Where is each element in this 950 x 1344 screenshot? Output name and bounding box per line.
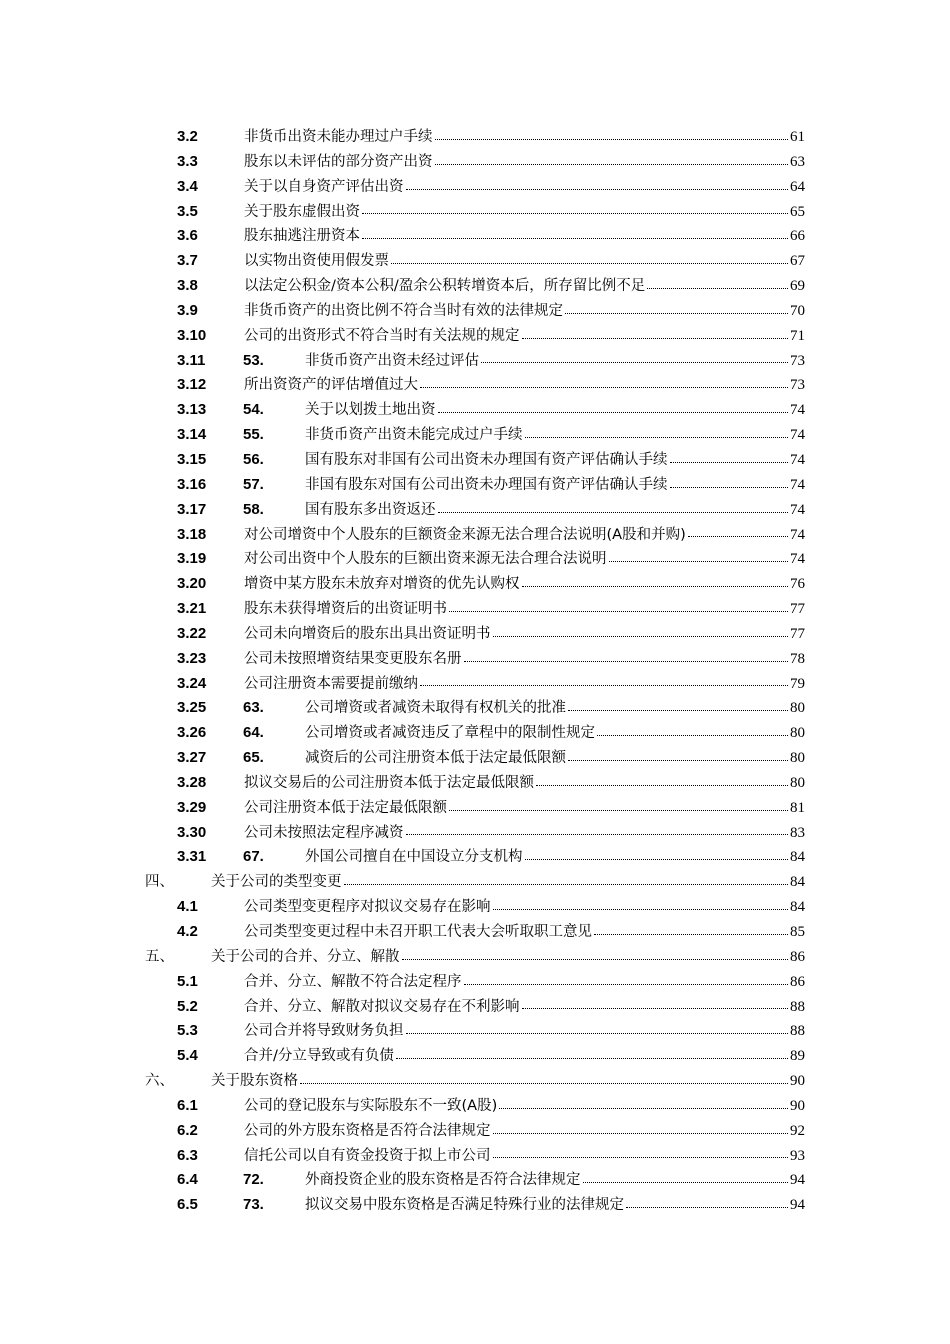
toc-entry-page: 74	[790, 551, 805, 568]
toc-entry-title: 股东抽逃注册资本	[244, 228, 360, 245]
toc-entry-body	[305, 1193, 805, 1218]
toc-entry-number: 3.13	[177, 401, 207, 419]
toc-entry-number: 3.20	[177, 575, 207, 593]
dot-leader	[362, 213, 788, 214]
toc-entry-number: 6.1	[177, 1096, 198, 1114]
toc-entry-page: 86	[790, 973, 805, 990]
dot-leader	[406, 1033, 789, 1034]
toc-entry[interactable]	[145, 373, 805, 398]
toc-entry-title: 非国有股东对国有公司出资未办理国有资产评估确认手续	[305, 476, 668, 493]
toc-entry-title: 拟议交易后的公司注册资本低于法定最低限额	[244, 774, 534, 791]
toc-entry[interactable]	[145, 299, 805, 324]
toc-entry[interactable]	[145, 970, 805, 995]
toc-entry-title: 增资中某方股东未放弃对增资的优先认购权	[244, 576, 520, 593]
dot-leader	[493, 636, 789, 637]
toc-entry-body	[305, 398, 805, 423]
toc-entry-body	[305, 349, 805, 374]
toc-entry-body	[305, 696, 805, 721]
toc-entry-number: 3.19	[177, 550, 207, 568]
toc-entry-page: 80	[790, 774, 805, 791]
toc-entry-number: 6.5	[177, 1196, 198, 1214]
toc-entry-body	[244, 373, 805, 398]
toc-entry-body	[211, 870, 805, 895]
toc-entry-number: 3.23	[177, 649, 207, 667]
dot-leader	[464, 661, 789, 662]
toc-entry[interactable]	[145, 498, 805, 523]
toc-entry[interactable]	[145, 995, 805, 1020]
toc-entry-page: 83	[790, 824, 805, 841]
dot-leader	[391, 263, 788, 264]
toc-entry-body	[305, 721, 805, 746]
toc-entry-subnumber: 56.	[243, 450, 264, 468]
dot-leader	[688, 536, 788, 537]
dot-leader	[481, 362, 788, 363]
toc-entry[interactable]	[145, 448, 805, 473]
toc-entry[interactable]	[145, 150, 805, 175]
toc-entry-number: 3.28	[177, 773, 207, 791]
toc-entry-subnumber: 63.	[243, 699, 264, 717]
toc-entry-title: 公司未向增资后的股东出具出资证明书	[244, 625, 491, 642]
toc-entry-number: 六、	[145, 1073, 174, 1090]
toc-entry-title: 外商投资企业的股东资格是否符合法律规定	[305, 1172, 581, 1189]
dot-leader	[406, 189, 789, 190]
dot-leader	[493, 1133, 789, 1134]
dot-leader	[438, 412, 789, 413]
toc-entry-title: 对公司出资中个人股东的巨额出资来源无法合理合法说明	[244, 551, 607, 568]
toc-entry-title: 公司增资或者减资未取得有权机关的批准	[305, 700, 566, 717]
toc-entry[interactable]	[145, 1119, 805, 1144]
toc-entry[interactable]	[145, 200, 805, 225]
dot-leader	[525, 437, 789, 438]
toc-entry-body	[244, 547, 805, 572]
toc-entry-number: 3.6	[177, 227, 198, 245]
toc-entry[interactable]	[145, 870, 805, 895]
dot-leader	[536, 785, 788, 786]
toc-entry-number: 3.27	[177, 749, 207, 767]
toc-entry-title: 非货币资产出资未能完成过户手续	[305, 427, 523, 444]
toc-entry-subnumber: 72.	[243, 1171, 264, 1189]
toc-entry-title: 关于股东资格	[211, 1073, 298, 1090]
toc-entry-subnumber: 53.	[243, 351, 264, 369]
toc-entry-number: 3.11	[177, 351, 206, 369]
toc-entry[interactable]	[145, 945, 805, 970]
toc-entry-title: 公司的登记股东与实际股东不一致(A股)	[244, 1097, 498, 1114]
toc-entry-body	[211, 945, 805, 970]
toc-entry-page: 66	[790, 228, 805, 245]
toc-entry-body	[305, 498, 805, 523]
table-of-contents	[145, 125, 805, 1218]
toc-entry-subnumber: 64.	[243, 724, 264, 742]
toc-entry-page: 63	[790, 153, 805, 170]
toc-entry-number: 4.2	[177, 923, 198, 940]
toc-entry-number: 3.25	[177, 699, 207, 717]
toc-entry-page: 80	[790, 725, 805, 742]
toc-entry[interactable]	[145, 672, 805, 697]
dot-leader	[647, 288, 788, 289]
toc-entry-body	[244, 647, 805, 672]
toc-entry[interactable]	[145, 324, 805, 349]
toc-entry-title: 公司注册资本低于法定最低限额	[244, 799, 447, 816]
toc-entry[interactable]	[145, 721, 805, 746]
toc-entry-title: 外国公司擅自在中国设立分支机构	[305, 849, 523, 866]
toc-entry-body	[244, 200, 805, 225]
toc-entry[interactable]	[145, 597, 805, 622]
toc-entry[interactable]	[145, 1044, 805, 1069]
dot-leader	[522, 1008, 789, 1009]
toc-entry-body	[244, 324, 805, 349]
toc-entry-title: 以实物出资使用假发票	[244, 253, 389, 270]
toc-entry-title: 股东以未评估的部分资产出资	[244, 153, 433, 170]
toc-entry-page: 85	[790, 924, 805, 940]
dot-leader	[449, 611, 788, 612]
toc-entry-page: 90	[790, 1073, 805, 1090]
dot-leader	[438, 512, 789, 513]
toc-entry-page: 76	[790, 576, 805, 593]
toc-entry-number: 3.8	[177, 277, 198, 295]
toc-entry-page: 64	[790, 178, 805, 195]
toc-entry-page: 77	[790, 601, 805, 618]
toc-entry-number: 3.29	[177, 798, 207, 816]
toc-entry-number: 3.12	[177, 376, 207, 394]
toc-entry-title: 国有股东对非国有公司出资未办理国有资产评估确认手续	[305, 451, 668, 468]
toc-entry-title: 非货币资产的出资比例不符合当时有效的法律规定	[244, 302, 563, 319]
toc-entry-title: 公司的出资形式不符合当时有关法规的规定	[244, 327, 520, 344]
toc-entry-subnumber: 65.	[243, 749, 264, 767]
toc-entry[interactable]	[145, 845, 805, 870]
toc-entry[interactable]	[145, 1193, 805, 1218]
toc-entry-subnumber: 73.	[243, 1196, 264, 1214]
toc-entry-body	[305, 423, 805, 448]
dot-leader	[670, 462, 789, 463]
dot-leader	[406, 834, 789, 835]
toc-entry-number: 3.16	[177, 475, 207, 493]
toc-entry-page: 92	[790, 1122, 805, 1139]
toc-entry-page: 78	[790, 650, 805, 667]
dot-leader	[525, 859, 789, 860]
toc-entry-title: 关于公司的类型变更	[211, 874, 342, 891]
toc-entry-page: 90	[790, 1097, 805, 1114]
toc-entry[interactable]	[145, 1144, 805, 1169]
toc-entry-body	[244, 150, 805, 175]
toc-entry-page: 88	[790, 998, 805, 1015]
toc-entry-page: 69	[790, 278, 805, 295]
toc-entry-body	[244, 572, 805, 597]
toc-entry[interactable]	[145, 622, 805, 647]
toc-entry-body	[244, 995, 805, 1020]
toc-entry[interactable]	[145, 572, 805, 597]
dot-leader	[344, 884, 789, 885]
toc-entry[interactable]	[145, 175, 805, 200]
dot-leader	[449, 810, 788, 811]
toc-entry[interactable]	[145, 1069, 805, 1094]
toc-entry-page: 74	[790, 402, 805, 419]
dot-leader	[362, 238, 788, 239]
toc-entry-body	[244, 920, 805, 945]
dot-leader	[609, 561, 789, 562]
toc-entry-title: 关于股东虚假出资	[244, 203, 360, 220]
toc-entry-number: 3.2	[177, 128, 198, 145]
toc-entry-body	[305, 845, 805, 870]
toc-entry-number: 5.4	[177, 1047, 198, 1065]
toc-entry-page: 74	[790, 427, 805, 444]
toc-entry-body	[244, 771, 805, 796]
toc-entry-number: 6.4	[177, 1171, 198, 1189]
toc-entry-number: 3.24	[177, 674, 207, 692]
toc-entry-body	[244, 970, 805, 995]
toc-entry-title: 公司注册资本需要提前缴纳	[244, 675, 418, 692]
toc-entry-body	[244, 1094, 805, 1119]
toc-entry[interactable]	[145, 473, 805, 498]
toc-entry[interactable]	[145, 1094, 805, 1119]
toc-entry-title: 公司的外方股东资格是否符合法律规定	[244, 1122, 491, 1139]
dot-leader	[396, 1058, 788, 1059]
toc-entry-body	[244, 249, 805, 274]
toc-entry-title: 对公司增资中个人股东的巨额资金来源无法合理合法说明(A股和并购)	[244, 526, 686, 543]
toc-entry-number: 4.1	[177, 898, 198, 916]
toc-entry-number: 5.1	[177, 972, 198, 990]
toc-entry-page: 67	[790, 253, 805, 270]
toc-entry-number: 3.5	[177, 202, 198, 220]
dot-leader	[499, 1108, 788, 1109]
toc-entry-body	[305, 746, 805, 771]
toc-entry-body	[244, 796, 805, 821]
toc-entry-body	[244, 895, 805, 920]
dot-leader	[420, 685, 788, 686]
toc-entry-body	[305, 448, 805, 473]
toc-entry-number: 3.17	[177, 500, 207, 518]
toc-entry-number: 3.4	[177, 177, 198, 195]
toc-entry-body	[244, 1044, 805, 1069]
toc-entry[interactable]	[145, 1019, 805, 1044]
toc-entry-title: 关于公司的合并、分立、解散	[211, 948, 400, 965]
toc-entry-title: 国有股东多出资返还	[305, 501, 436, 518]
dot-leader	[583, 1182, 789, 1183]
toc-entry[interactable]	[145, 274, 805, 299]
toc-entry-number: 五、	[145, 948, 174, 965]
toc-entry[interactable]	[145, 920, 805, 945]
toc-entry-body	[244, 821, 805, 846]
toc-entry-body	[244, 175, 805, 200]
toc-entry-number: 四、	[145, 874, 174, 891]
toc-entry-title: 公司合并将导致财务负担	[244, 1023, 404, 1040]
toc-entry-number: 6.2	[177, 1121, 198, 1139]
dot-leader	[522, 586, 789, 587]
toc-entry-page: 74	[790, 476, 805, 493]
toc-entry-body	[244, 1119, 805, 1144]
toc-entry-title: 拟议交易中股东资格是否满足特殊行业的法律规定	[305, 1197, 624, 1214]
toc-entry-title: 所出资资产的评估增值过大	[244, 377, 418, 394]
toc-entry-title: 信托公司以自有资金投资于拟上市公司	[244, 1147, 491, 1164]
toc-entry-subnumber: 55.	[243, 426, 264, 444]
toc-entry-title: 股东未获得增资后的出资证明书	[244, 601, 447, 618]
toc-entry-title: 非货币出资未能办理过户手续	[244, 129, 433, 145]
toc-entry-title: 合并/分立导致或有负债	[244, 1048, 394, 1065]
dot-leader	[522, 338, 789, 339]
dot-leader	[420, 387, 788, 388]
toc-entry-page: 74	[790, 451, 805, 468]
toc-entry-body	[244, 523, 805, 548]
toc-entry[interactable]	[145, 249, 805, 274]
toc-entry[interactable]	[145, 523, 805, 548]
toc-entry-number: 3.3	[177, 152, 198, 170]
toc-entry[interactable]	[145, 224, 805, 249]
toc-entry-page: 94	[790, 1197, 805, 1214]
toc-entry-body	[211, 1069, 805, 1094]
toc-entry-number: 5.2	[177, 997, 198, 1015]
toc-entry-number: 3.18	[177, 525, 207, 543]
toc-entry-number: 3.15	[177, 450, 207, 468]
toc-entry-subnumber: 67.	[243, 848, 264, 866]
toc-entry-body	[244, 125, 805, 150]
dot-leader	[435, 164, 789, 165]
toc-entry-title: 减资后的公司注册资本低于法定最低限额	[305, 750, 566, 767]
toc-entry-page: 70	[790, 302, 805, 319]
toc-entry-title: 关于以自身资产评估出资	[244, 178, 404, 195]
toc-entry-number: 3.31	[177, 848, 207, 866]
toc-entry-number: 3.9	[177, 301, 198, 319]
dot-leader	[402, 959, 789, 960]
toc-entry-subnumber: 54.	[243, 401, 264, 419]
toc-entry[interactable]	[145, 796, 805, 821]
toc-entry-body	[244, 299, 805, 324]
toc-entry-title: 公司未按照法定程序减资	[244, 824, 404, 841]
toc-entry[interactable]	[145, 1168, 805, 1193]
toc-entry-body	[244, 672, 805, 697]
toc-entry-title: 公司类型变更过程中未召开职工代表大会听取职工意见	[244, 924, 592, 940]
dot-leader	[597, 735, 788, 736]
toc-entry-number: 3.26	[177, 724, 207, 742]
dot-leader	[300, 1083, 788, 1084]
toc-entry-number: 5.3	[177, 1022, 198, 1040]
toc-entry[interactable]	[145, 895, 805, 920]
toc-entry-title: 以法定公积金/资本公积/盈余公积转增资本后，所存留比例不足	[244, 278, 646, 295]
toc-entry-body	[244, 1144, 805, 1169]
toc-entry-subnumber: 58.	[243, 500, 264, 518]
toc-entry-body	[305, 1168, 805, 1193]
toc-entry[interactable]	[145, 696, 805, 721]
toc-entry-body	[244, 1019, 805, 1044]
toc-entry-number: 3.22	[177, 624, 207, 642]
toc-entry-page: 81	[790, 799, 805, 816]
toc-entry-title: 公司未按照增资结果变更股东名册	[244, 650, 462, 667]
toc-entry[interactable]	[145, 771, 805, 796]
toc-entry-body	[244, 224, 805, 249]
toc-entry-page: 79	[790, 675, 805, 692]
dot-leader	[565, 313, 788, 314]
toc-entry-title: 公司类型变更程序对拟议交易存在影响	[244, 899, 491, 916]
toc-entry-page: 74	[790, 526, 805, 543]
toc-entry-title: 公司增资或者减资违反了章程中的限制性规定	[305, 725, 595, 742]
toc-entry[interactable]	[145, 746, 805, 771]
toc-entry[interactable]	[145, 349, 805, 374]
toc-entry-page: 86	[790, 948, 805, 965]
toc-entry-page: 94	[790, 1172, 805, 1189]
toc-entry-number: 3.21	[177, 600, 207, 618]
toc-entry-number: 3.30	[177, 823, 207, 841]
dot-leader	[594, 934, 788, 935]
toc-entry[interactable]	[145, 125, 805, 150]
toc-entry-page: 61	[790, 129, 805, 145]
toc-entry[interactable]	[145, 821, 805, 846]
toc-entry-page: 65	[790, 203, 805, 220]
dot-leader	[493, 1157, 789, 1158]
toc-entry-page: 80	[790, 700, 805, 717]
toc-entry-number: 3.14	[177, 426, 207, 444]
toc-entry-number: 3.10	[177, 326, 207, 344]
dot-leader	[626, 1207, 788, 1208]
toc-entry-title: 合并、分立、解散不符合法定程序	[244, 973, 462, 990]
toc-entry-title: 合并、分立、解散对拟议交易存在不利影响	[244, 998, 520, 1015]
toc-entry[interactable]	[145, 398, 805, 423]
toc-entry-body	[244, 274, 805, 299]
toc-entry-page: 88	[790, 1023, 805, 1040]
toc-entry-page: 73	[790, 377, 805, 394]
toc-entry-page: 74	[790, 501, 805, 518]
toc-entry-page: 71	[790, 327, 805, 344]
toc-entry[interactable]	[145, 547, 805, 572]
toc-entry[interactable]	[145, 423, 805, 448]
toc-entry-page: 93	[790, 1147, 805, 1164]
dot-leader	[670, 487, 789, 488]
dot-leader	[493, 909, 789, 910]
toc-entry-page: 73	[790, 352, 805, 369]
dot-leader	[435, 139, 789, 140]
toc-entry-title: 非货币资产出资未经过评估	[305, 352, 479, 369]
dot-leader	[568, 710, 788, 711]
toc-entry-page: 89	[790, 1048, 805, 1065]
toc-entry-body	[244, 622, 805, 647]
toc-entry-subnumber: 57.	[243, 475, 264, 493]
dot-leader	[464, 984, 789, 985]
dot-leader	[568, 760, 788, 761]
toc-entry-title: 关于以划拨土地出资	[305, 402, 436, 419]
toc-entry-number: 3.7	[177, 252, 198, 270]
toc-entry-page: 84	[790, 899, 805, 916]
toc-entry-page: 80	[790, 750, 805, 767]
toc-entry-number: 6.3	[177, 1146, 198, 1164]
toc-entry-body	[305, 473, 805, 498]
toc-entry-page: 84	[790, 849, 805, 866]
toc-entry-page: 77	[790, 625, 805, 642]
toc-entry[interactable]	[145, 647, 805, 672]
toc-entry-body	[244, 597, 805, 622]
toc-entry-page: 84	[790, 874, 805, 891]
